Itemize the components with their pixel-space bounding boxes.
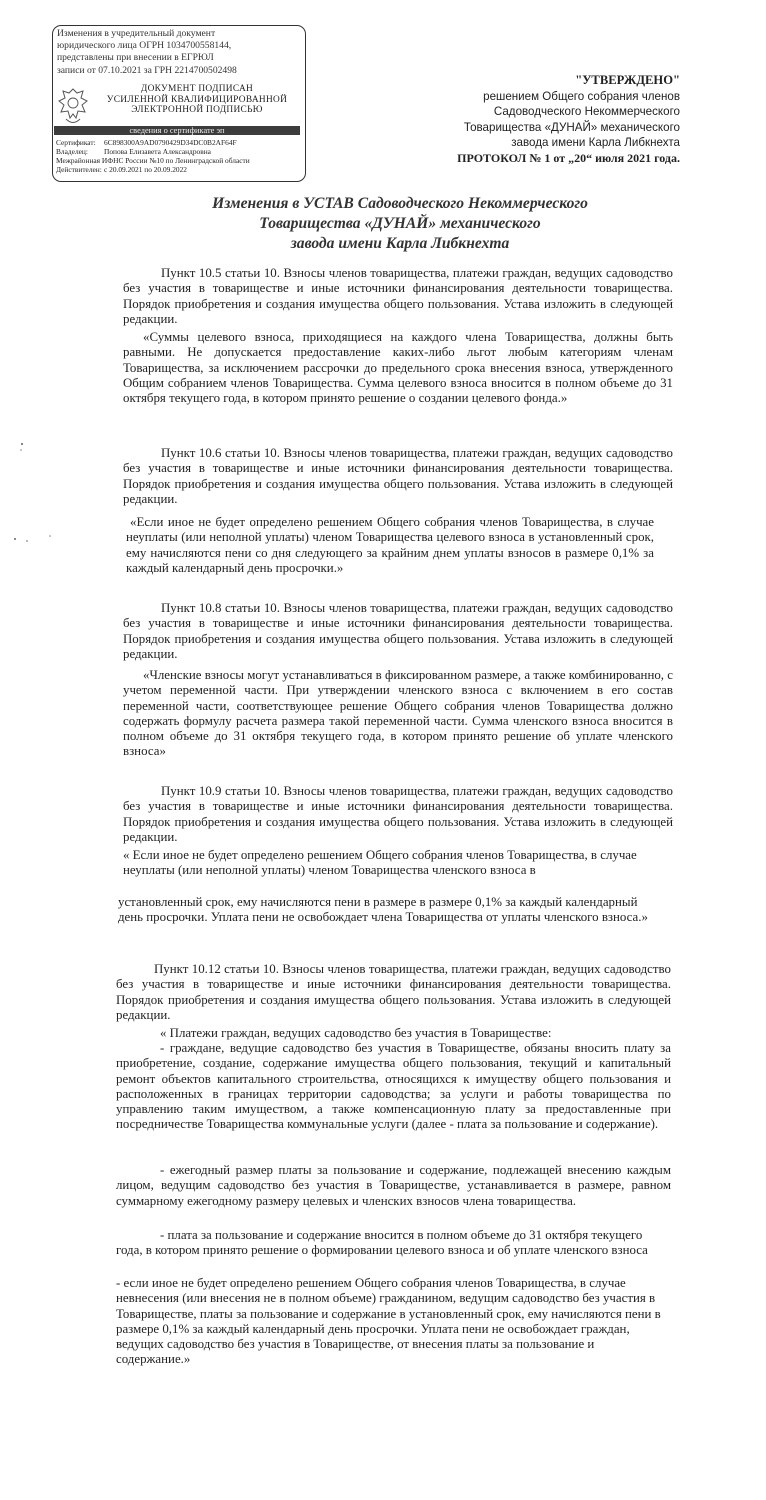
registration-line: представлены при внесении в ЕГРЮЛ [57,52,214,64]
section-10-8-quote: «Членские взносы могут устанавливаться в фиксированном размере, а также комбинированно, с учетом переменной части. При утверждении членского взноса с включением в его состав переменной части, соответствующее решение Общего собрания членов Товарищества должно содержать формулу расчета размера такой переменной части. Сумма членского взноса вносится в полном объеме до 31 октября текущего года, в котором принято решение об уплате членского взноса» [123,668,673,759]
esign-header-line: ДОКУМЕНТ ПОДПИСАН [140,84,254,94]
certificate-row [56,138,300,147]
electronic-signature-stamp [54,84,300,179]
approval-line: завода имени Карла Либкнехта [511,136,680,150]
approval-line: Садоводческого Некоммерческого [493,105,680,119]
validity-row [56,165,300,174]
section-10-12-quote-5: - если иное не будет определено решением Общего собрания членов Товарищества, в случае невнесения (или внесения не в полном объеме) гражданином, ведущим садоводство без участия в Товариществе, платы за пользование и содержание в установленный срок, ему начисляются пени в размере 0,1% за каждый календарный день просрочки. Уплата пени не освобождает граждан, ведущих садоводство без участия в Товариществе, от внесения платы за пользование и содержание.» [116,1276,661,1367]
section-10-12-quote-1: « Платежи граждан, ведущих садоводство без участия в Товариществе: [160,1026,552,1040]
section-10-5-intro: Пункт 10.5 статьи 10. Взносы членов товарищества, платежи граждан, ведущих садоводство без участия в товариществе и иные источники финансирования деятельности товарищества. Порядок приобретения и создания имущества общего пользования. Устава изложить в следующей редакции. [123,266,673,326]
owner-key: Владелец: [56,147,88,157]
section-10-9-quote-start: « Если иное не будет определено решением Общего собрания членов Товарищества, в случае неуплаты (или неполной уплаты) членом Товарищества членского взноса в [123,848,637,878]
document-title [150,194,650,254]
validity-key: Действителен: [56,165,102,175]
section-10-12-quote-2: - граждане, ведущие садоводство без участия в Товариществе, обязаны вносить плату за приобретение, создание, содержание имущества общего пользования, текущий и капитальный ремонт объектов капитального строительства, относящихся к имуществу общего пользования и расположенных в границах территории садоводства; за услуги и работы товарищества по управлению таким имуществом, а также компенсационную плату за предоставленные при посредничестве Товарищества коммунальные услуги (далее - плата за пользование и содержание). [116,1041,671,1132]
section-10-5-quote: «Суммы целевого взноса, приходящиеся на каждого члена Товарищества, должны быть равными. Не допускается предоставление каких-либо льгот любым категориям членам Товарищества, за исключением рассрочки до предельного срока внесения взноса, утвержденного Общим собранием членов Товарищества. Сумма целевого взноса вносится в полном объеме до 31 октября текущего года, в котором принято решение о создании целевого фонда.» [123,330,673,406]
protocol-line: ПРОТОКОЛ № 1 от „20“ июля 2021 года. [457,150,680,165]
approval-block [457,73,680,167]
title-line: завода имени Карла Либкнехта [290,235,510,252]
approval-line: решением Общего собрания членов [483,89,680,103]
issuer-value: Межрайонная ИФНС России №10 по Ленинградской области [56,156,250,166]
validity-value: с 20.09.2021 по 20.09.2022 [104,165,187,175]
scan-specks [0,420,60,560]
esign-header-line: УСИЛЕННОЙ КВАЛИФИЦИРОВАННОЙ [106,94,288,105]
registration-line: Изменения в учредительный документ [57,28,216,39]
title-line: Товарищества «ДУНАЙ» механического [259,215,541,232]
coat-of-arms-icon [54,86,92,128]
section-10-12-quote-3: - ежегодный размер платы за пользование и содержание, подлежащей внесению каждым лицом, ведущим садоводство без участия в Товариществе, устанавливается в размере, равном суммарному ежегодному размеру целевых и членских взносов члена товарищества. [116,1163,671,1208]
section-10-12-intro: Пункт 10.12 статьи 10. Взносы членов товарищества, платежи граждан, ведущих садоводство без участия в товариществе и иные источники финансирования деятельности товарищества. Порядок приобретения и создания имущества общего пользования. Устава изложить в следующей редакции. [116,962,671,1022]
approval-line: Товарищества «ДУНАЙ» механического [463,120,680,134]
certificate-value: 6C898300A9AD0790429D34DC0B2AF64F [104,138,237,147]
issuer-row [56,156,300,165]
registration-line: записи от 07.10.2021 за ГРН 2214700502498 [57,64,237,76]
registration-text [57,28,301,77]
section-10-12-quote-4: - плата за пользование и содержание вносится в полном объеме до 31 октября текущего года, в котором принято решение о формировании целевого взноса и об уплате членского взноса [116,1228,648,1258]
certificate-details [56,138,300,174]
title-line: Изменения в УСТАВ Садоводческого Некоммерческого [212,195,588,212]
registration-line: юридического лица ОГРН 1034700558144, [57,40,232,52]
section-10-6-intro: Пункт 10.6 статьи 10. Взносы членов товарищества, платежи граждан, ведущих садоводство без участия в товариществе и иные источники финансирования деятельности товарищества. Порядок приобретения и создания имущества общего пользования. Устава изложить в следующей редакции. [123,446,673,506]
esign-header-line: ЭЛЕКТРОННОЙ ПОДПИСЬЮ [131,105,263,116]
certificate-key: Сертификат: [56,138,96,147]
approval-title: "УТВЕРЖДЕНО" [575,73,680,87]
section-10-9-intro: Пункт 10.9 статьи 10. Взносы членов товарищества, платежи граждан, ведущих садоводство без участия в товариществе и иные источники финансирования деятельности товарищества. Порядок приобретения и создания имущества общего пользования. Устава изложить в следующей редакции. [123,784,673,844]
section-10-8-intro: Пункт 10.8 статьи 10. Взносы членов товарищества, платежи граждан, ведущих садоводство без участия в товариществе и иные источники финансирования деятельности товарищества. Порядок приобретения и создания имущества общего пользования. Устава изложить в следующей редакции. [123,601,673,661]
section-10-6-quote: «Если иное не будет определено решением Общего собрания членов Товарищества, в случае неуплаты (или неполной уплаты) членом Товарищества целевого взноса в установленный срок, ему начисляются пени со дня следующего за крайним днем уплаты взносов в размере 0,1% за каждый календарный день просрочки.» [126,515,654,575]
certificate-info-bar: сведения о сертификате эп [54,126,300,135]
section-10-9-quote-end: установленный срок, ему начисляются пени в размере в размере 0,1% за каждый календарный день просрочки. Уплата пени не освобождает члена Товарищества от уплаты членского взноса.» [118,895,648,925]
esign-header [94,84,300,116]
owner-row [56,147,300,156]
owner-value: Попова Елизавета Александровна [104,147,211,157]
